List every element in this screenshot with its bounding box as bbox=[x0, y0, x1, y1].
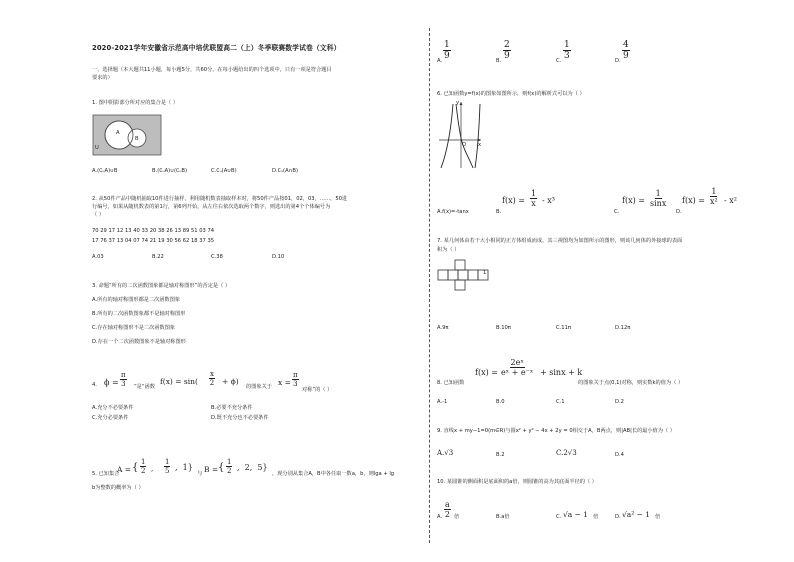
q2-option-a: A.03 bbox=[92, 254, 104, 260]
q3-stem: 3. 命题“所有的二次函数图象都是轴对称图形”的否定是（ ） bbox=[92, 283, 231, 289]
q4-option-d: D.既不充分也不必要条件 bbox=[211, 415, 269, 421]
q1-option-c: C.∁ᵤ(A∪B) bbox=[211, 168, 237, 174]
q4-pi-2: π bbox=[293, 371, 298, 379]
q7-option-b: B.10π bbox=[496, 325, 511, 331]
q5-option-b-frac bbox=[503, 40, 511, 61]
q4-phi-fraction bbox=[120, 371, 127, 388]
column-divider bbox=[429, 28, 430, 543]
q5-a1-num: 1 bbox=[141, 458, 146, 466]
q6-b-den: x bbox=[531, 199, 536, 208]
q10-option-d-label: D. bbox=[615, 514, 621, 520]
q10-option-d: √a² − 1 bbox=[622, 510, 651, 519]
q5-option-c-den: 3 bbox=[564, 51, 570, 61]
q5-a2-num: 1 bbox=[165, 458, 170, 466]
q3-option-a: A.所有的轴对称图形都是二次函数图象 bbox=[92, 297, 181, 303]
q3-option-b: B.所有的二次函数图象都不是轴对称图形 bbox=[92, 311, 186, 317]
q5-option-a-frac bbox=[443, 40, 451, 61]
q1-option-d: D.∁ᵤ(A∩B) bbox=[272, 168, 298, 174]
section-heading-cont: 要求的） bbox=[92, 75, 113, 81]
q4-text-2: 的图象关于 bbox=[246, 384, 272, 390]
q5-stem-b: ，现分别从集合A，B中各任取一数a，b，则lga + lg bbox=[272, 471, 395, 477]
q5-set-a-label: A = bbox=[117, 465, 132, 474]
section-heading: 一、选择题（本大题共11小题，每小题5分，共60分，在每小题给出的四个选项中，只有一项是符合题目 bbox=[92, 67, 332, 73]
q8-stem: 8. 已知函数 bbox=[437, 380, 465, 386]
q6-option-d-frac bbox=[710, 187, 718, 206]
q4-option-a: A.充分不必要条件 bbox=[92, 405, 134, 411]
q5-option-a-label: A. bbox=[437, 58, 443, 64]
q5-set-a-elem-1 bbox=[140, 458, 146, 475]
q10-option-c: √a − 1 bbox=[563, 510, 589, 519]
q5-option-d-label: D. bbox=[615, 58, 621, 64]
q4-text-3: 对称”的（ ） bbox=[302, 387, 333, 393]
page-title: 2020-2021学年安徽省示范高中培优联盟高二（上）冬季联赛数学试卷（文科） bbox=[92, 44, 341, 52]
q6-stem: 6. 已知函数y=f(x)的图象如图所示，则f(x)的解析式可以为（ ） bbox=[437, 91, 585, 97]
q5-set-b-label: B = bbox=[204, 465, 219, 474]
q4-function: f(x) = sin( bbox=[160, 377, 198, 386]
q5-stem-c: b为整数的概率为（ ） bbox=[92, 485, 144, 491]
q4-three: 3 bbox=[121, 380, 126, 388]
q5-set-a-brace-open: { bbox=[132, 462, 139, 473]
q6-c-den: sinx bbox=[650, 199, 667, 208]
q2-stem-3: （ ） bbox=[92, 212, 105, 218]
random-table-row-1: 70 29 17 12 13 40 33 20 38 26 13 89 51 03 74 bbox=[92, 228, 215, 234]
q8-den: eˣ + e⁻ˣ bbox=[501, 368, 534, 377]
q10-a-num: a bbox=[445, 500, 450, 509]
q4-three-2: 3 bbox=[293, 380, 298, 388]
q6-axis-x: x bbox=[478, 142, 482, 148]
q7-option-d: D.12π bbox=[615, 325, 631, 331]
q10-option-d-suffix: 倍 bbox=[655, 514, 661, 520]
q5-option-d-frac bbox=[622, 40, 630, 61]
q10-option-a-frac bbox=[444, 500, 451, 519]
q6-option-b-expr: f(x) = bbox=[502, 196, 525, 205]
q5-set-b-tail: , 2, 5} bbox=[237, 463, 268, 472]
q5-b1-den: 2 bbox=[227, 467, 232, 475]
q7-stem-1: 7. 某几何体由若干大小相同的正方体组成而成，其三视图均为如图所示的图形，则该几何体的外接球的表面 bbox=[437, 238, 683, 244]
q7-edge-label: 1 bbox=[483, 270, 487, 276]
q2-option-b: B.22 bbox=[152, 254, 164, 260]
q9-stem: 9. 直线x + my−1=0(m∈R)与圆x² + y² − 4x + 2y = 0相交于A，B两点，则|AB|长的最小值为（ ） bbox=[437, 428, 675, 434]
q10-option-a-suffix: 倍 bbox=[454, 514, 460, 520]
q4-two: 2 bbox=[209, 379, 215, 387]
q6-option-b-label: B. bbox=[496, 209, 502, 215]
q4-pi: π bbox=[121, 371, 126, 379]
q10-option-a-label: A. bbox=[437, 514, 443, 520]
q9-option-d: D.4 bbox=[615, 452, 624, 458]
q6-function-graph bbox=[437, 100, 483, 170]
q4-text-1: ”是“函数 bbox=[134, 384, 155, 390]
q5-option-a-den: 9 bbox=[444, 51, 450, 61]
q5-set-b-elem-1 bbox=[226, 458, 232, 475]
q3-option-c: C.存在轴对称图形不是二次函数图象 bbox=[92, 325, 176, 331]
q9-option-a: A.√3 bbox=[437, 449, 454, 457]
q1-option-b: B.(∁ᵤA)∪(∁ᵤB) bbox=[152, 168, 188, 174]
venn-label-b: B bbox=[135, 136, 139, 142]
q10-option-c-label: C. bbox=[556, 514, 562, 520]
q5-option-b-label: B. bbox=[496, 58, 502, 64]
q2-option-c: C.38 bbox=[211, 254, 223, 260]
q6-origin: O bbox=[462, 142, 467, 148]
q6-option-c-frac bbox=[650, 189, 666, 208]
q8-option-b: B.0 bbox=[496, 399, 505, 405]
q5-set-a-tail: , 1} bbox=[175, 463, 193, 472]
q4-plus-phi: + ϕ) bbox=[222, 377, 239, 386]
q6-option-c-expr: f(x) = bbox=[622, 196, 645, 205]
q6-d-num: 1 bbox=[711, 187, 717, 196]
q5-set-a-elem-2 bbox=[164, 458, 170, 475]
q5-stem-a: 5. 已知集合 bbox=[92, 471, 120, 477]
q7-three-view-figure bbox=[437, 258, 493, 298]
q6-option-b-tail: - x³ bbox=[542, 196, 555, 205]
q4-x-over-2 bbox=[209, 370, 215, 387]
q7-option-c: C.11π bbox=[556, 325, 571, 331]
q5-with: 与 bbox=[197, 471, 203, 477]
q4-option-b: B.必要不充分条件 bbox=[211, 405, 253, 411]
q1-option-a: A.(∁ᵤA)∪B bbox=[92, 168, 118, 174]
random-table-row-2: 17 76 37 13 04 07 74 21 19 30 56 62 18 37 35 bbox=[92, 238, 215, 244]
q8-fx: f(x) = bbox=[475, 368, 498, 377]
q5-option-d-den: 9 bbox=[623, 51, 629, 61]
q2-stem-1: 2. 从50件产品中随机抽取10件进行抽样，利用随机数表抽取样本时，将50件产品按01，02，03，……，50进 bbox=[92, 196, 348, 202]
q8-num: 2eˣ bbox=[510, 358, 524, 367]
q5-comma-1: , bbox=[151, 465, 154, 473]
q7-option-a: A.9π bbox=[437, 325, 449, 331]
q4-phi: ϕ = bbox=[104, 378, 119, 387]
q6-option-a: A.f(x)=-tanx bbox=[437, 209, 469, 215]
q8-stem-2: 的图象关于点(0,1)对称，则实数k的值为（ ） bbox=[578, 380, 684, 386]
q4-option-c: C.充分必要条件 bbox=[92, 415, 129, 421]
q10-option-c-suffix: 倍 bbox=[593, 514, 599, 520]
q10-a-den: 2 bbox=[444, 510, 450, 519]
q5-option-c-label: C. bbox=[556, 58, 562, 64]
q7-stem-2: 积为（ ） bbox=[437, 247, 460, 253]
q5-a2-den: 5 bbox=[165, 467, 170, 475]
q9-option-b: B.2 bbox=[496, 452, 505, 458]
q8-option-a: A.-1 bbox=[437, 399, 448, 405]
venn-label-u: U bbox=[95, 145, 99, 151]
venn-label-a: A bbox=[116, 130, 120, 136]
q6-d-den: x² bbox=[710, 197, 718, 206]
q5-b1-num: 1 bbox=[227, 458, 232, 466]
q6-option-d-expr: f(x) = bbox=[682, 196, 705, 205]
q6-b-num: 1 bbox=[531, 189, 537, 198]
q6-option-b-frac bbox=[530, 189, 537, 208]
q5-option-c-frac bbox=[563, 40, 571, 61]
q5-option-a-num: 1 bbox=[444, 40, 450, 50]
q10-option-b: B.a倍 bbox=[496, 514, 510, 520]
q6-option-d-tail: - x² bbox=[724, 196, 737, 205]
q5-option-b-den: 9 bbox=[504, 51, 510, 61]
q6-axis-y: y bbox=[456, 100, 460, 106]
q2-stem-2: 行编号，如果从随机数表的第1行，第6列开始，从左往右依次选取两个数字，则选出的第4个个体编号为 bbox=[92, 204, 331, 210]
q4-number: 4. bbox=[92, 382, 97, 388]
q6-option-c-label: C. bbox=[614, 209, 620, 215]
q9-option-c: C.2√3 bbox=[556, 449, 577, 457]
q8-option-c: C.1 bbox=[556, 399, 565, 405]
q6-c-num: 1 bbox=[655, 189, 661, 198]
venn-diagram bbox=[92, 114, 162, 156]
q5-option-c-num: 1 bbox=[564, 40, 570, 50]
q5-set-b-brace-open: { bbox=[218, 462, 225, 473]
q5-a1-den: 2 bbox=[141, 467, 146, 475]
q1-stem: 1. 图中阴影部分所对应的集合是（ ） bbox=[92, 100, 179, 106]
q8-fraction bbox=[501, 358, 533, 377]
q8-tail: + sinx + k bbox=[540, 368, 583, 377]
q8-option-d: D.2 bbox=[615, 399, 624, 405]
q3-option-d: D.存在一个二次函数图象不是轴对称图形 bbox=[92, 339, 186, 345]
q5-option-b-num: 2 bbox=[504, 40, 510, 50]
q4-x-eq: x = bbox=[278, 378, 291, 387]
q10-stem: 10. 某圆锥的侧面积是底面积的a倍，则圆锥的高为其底面半径的（ ） bbox=[437, 479, 597, 485]
q2-option-d: D.10 bbox=[272, 254, 285, 260]
q4-pi-over-3 bbox=[292, 371, 299, 388]
q6-option-d-label: D. bbox=[676, 209, 682, 215]
q5-option-d-num: 4 bbox=[623, 40, 629, 50]
q4-x: x bbox=[210, 370, 214, 378]
